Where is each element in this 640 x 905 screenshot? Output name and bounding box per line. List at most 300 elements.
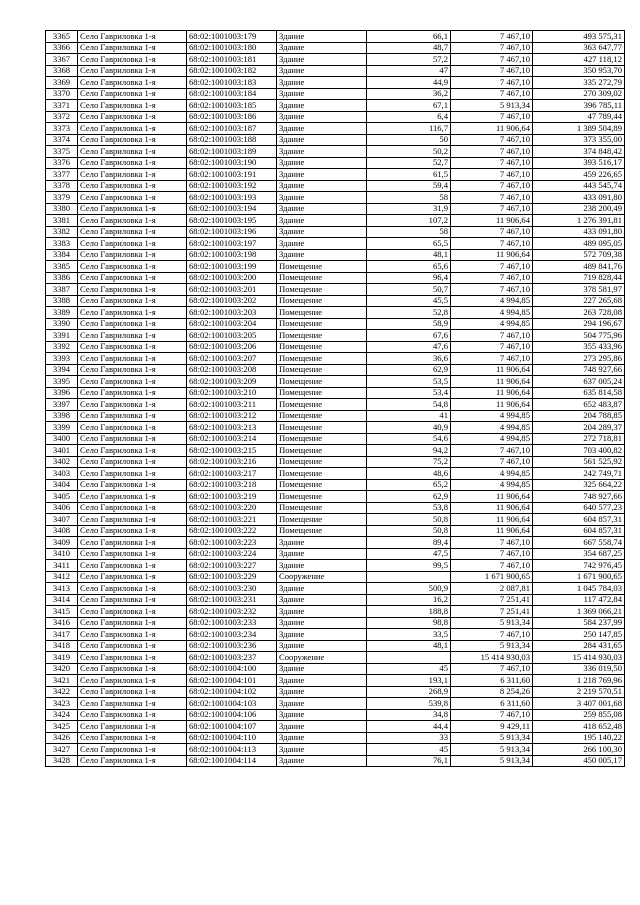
object-type-cell: Здание [277,169,367,181]
table-row [46,560,625,572]
settlement-cell: Село Гавриловка 1-я [78,525,187,537]
object-type-cell: Здание [277,203,367,215]
area-cell: 539,8 [367,698,451,710]
table-row [46,732,625,744]
object-type-cell: Помещение [277,479,367,491]
settlement-cell: Село Гавриловка 1-я [78,502,187,514]
area-cell: 47 [367,65,451,77]
table-row [46,663,625,675]
table-row [46,491,625,503]
cadastral-number-cell: 68:02:1001003:204 [187,318,277,330]
cadastral-value-cell: 703 400,82 [533,445,625,457]
settlement-cell: Село Гавриловка 1-я [78,744,187,756]
settlement-cell: Село Гавриловка 1-я [78,479,187,491]
unit-value-cell: 11 906,64 [451,399,533,411]
settlement-cell: Село Гавриловка 1-я [78,42,187,54]
settlement-cell: Село Гавриловка 1-я [78,203,187,215]
object-type-cell: Здание [277,54,367,66]
row-number-cell: 3376 [46,157,78,169]
area-cell: 116,7 [367,123,451,135]
area-cell: 65,5 [367,238,451,250]
settlement-cell: Село Гавриловка 1-я [78,583,187,595]
cadastral-value-cell: 604 857,31 [533,514,625,526]
cadastral-value-cell: 336 019,50 [533,663,625,675]
settlement-cell: Село Гавриловка 1-я [78,54,187,66]
table-row [46,54,625,66]
area-cell: 53,8 [367,502,451,514]
cadastral-number-cell: 68:02:1001003:207 [187,353,277,365]
unit-value-cell: 4 994,85 [451,468,533,480]
unit-value-cell: 7 251,41 [451,594,533,606]
cadastral-value-cell: 433 091,80 [533,192,625,204]
settlement-cell: Село Гавриловка 1-я [78,192,187,204]
unit-value-cell: 7 467,10 [451,456,533,468]
cadastral-number-cell: 68:02:1001003:189 [187,146,277,158]
unit-value-cell: 7 467,10 [451,629,533,641]
unit-value-cell: 7 467,10 [451,226,533,238]
table-row [46,594,625,606]
area-cell: 36,6 [367,353,451,365]
area-cell: 50,8 [367,514,451,526]
row-number-cell: 3416 [46,617,78,629]
area-cell: 89,4 [367,537,451,549]
unit-value-cell: 5 913,34 [451,744,533,756]
unit-value-cell: 7 467,10 [451,560,533,572]
area-cell: 50,8 [367,525,451,537]
row-number-cell: 3422 [46,686,78,698]
unit-value-cell: 4 994,85 [451,410,533,422]
object-type-cell: Здание [277,100,367,112]
cadastral-value-cell: 459 226,65 [533,169,625,181]
table-row [46,261,625,273]
object-type-cell: Здание [277,732,367,744]
object-type-cell: Помещение [277,456,367,468]
row-number-cell: 3407 [46,514,78,526]
cadastral-number-cell: 68:02:1001003:234 [187,629,277,641]
cadastral-value-cell: 393 516,17 [533,157,625,169]
unit-value-cell: 7 467,10 [451,192,533,204]
area-cell: 48,7 [367,42,451,54]
cadastral-value-cell: 748 927,66 [533,491,625,503]
cadastral-value-cell: 427 118,12 [533,54,625,66]
cadastral-number-cell: 68:02:1001003:202 [187,295,277,307]
cadastral-value-cell: 242 749,71 [533,468,625,480]
row-number-cell: 3383 [46,238,78,250]
settlement-cell: Село Гавриловка 1-я [78,123,187,135]
settlement-cell: Село Гавриловка 1-я [78,261,187,273]
table-row [46,652,625,664]
object-type-cell: Здание [277,675,367,687]
unit-value-cell: 7 467,10 [451,272,533,284]
row-number-cell: 3375 [46,146,78,158]
cadastral-value-cell: 652 483,87 [533,399,625,411]
cadastral-number-cell: 68:02:1001003:179 [187,31,277,43]
row-number-cell: 3426 [46,732,78,744]
cadastral-number-cell: 68:02:1001003:208 [187,364,277,376]
row-number-cell: 3397 [46,399,78,411]
unit-value-cell: 9 429,11 [451,721,533,733]
object-type-cell: Здание [277,238,367,250]
settlement-cell: Село Гавриловка 1-я [78,307,187,319]
settlement-cell: Село Гавриловка 1-я [78,456,187,468]
unit-value-cell: 2 087,81 [451,583,533,595]
unit-value-cell: 7 467,10 [451,54,533,66]
row-number-cell: 3417 [46,629,78,641]
cadastral-number-cell: 68:02:1001003:215 [187,445,277,457]
object-type-cell: Помещение [277,307,367,319]
cadastral-number-cell: 68:02:1001003:203 [187,307,277,319]
cadastral-number-cell: 68:02:1001004:110 [187,732,277,744]
cadastral-number-cell: 68:02:1001003:192 [187,180,277,192]
cadastral-value-cell: 272 718,81 [533,433,625,445]
table-row [46,479,625,491]
table-row [46,502,625,514]
cadastral-value-cell: 284 431,65 [533,640,625,652]
area-cell: 45,5 [367,295,451,307]
cadastral-number-cell: 68:02:1001003:181 [187,54,277,66]
cadastral-number-cell: 68:02:1001003:230 [187,583,277,595]
row-number-cell: 3402 [46,456,78,468]
cadastral-value-cell: 238 200,49 [533,203,625,215]
cadastral-value-cell: 1 389 504,89 [533,123,625,135]
table-row [46,330,625,342]
cadastral-value-cell: 355 433,96 [533,341,625,353]
table-body [46,31,625,767]
cadastral-value-cell: 15 414 930,03 [533,652,625,664]
object-type-cell: Здание [277,560,367,572]
area-cell: 67,1 [367,100,451,112]
unit-value-cell: 7 467,10 [451,330,533,342]
row-number-cell: 3388 [46,295,78,307]
table-row [46,721,625,733]
row-number-cell: 3421 [46,675,78,687]
cadastral-value-cell: 378 581,97 [533,284,625,296]
settlement-cell: Село Гавриловка 1-я [78,318,187,330]
cadastral-value-cell: 3 407 001,68 [533,698,625,710]
unit-value-cell: 11 906,64 [451,376,533,388]
object-type-cell: Здание [277,192,367,204]
area-cell: 53,5 [367,376,451,388]
settlement-cell: Село Гавриловка 1-я [78,376,187,388]
unit-value-cell: 7 467,10 [451,709,533,721]
cadastral-number-cell: 68:02:1001003:213 [187,422,277,434]
unit-value-cell: 11 906,64 [451,514,533,526]
table-row [46,755,625,767]
table-row [46,399,625,411]
settlement-cell: Село Гавриловка 1-я [78,100,187,112]
settlement-cell: Село Гавриловка 1-я [78,732,187,744]
object-type-cell: Здание [277,226,367,238]
settlement-cell: Село Гавриловка 1-я [78,652,187,664]
area-cell: 52,8 [367,307,451,319]
area-cell: 188,8 [367,606,451,618]
table-row [46,456,625,468]
area-cell: 41 [367,410,451,422]
row-number-cell: 3411 [46,560,78,572]
table-row [46,307,625,319]
settlement-cell: Село Гавриловка 1-я [78,560,187,572]
cadastral-value-cell: 117 472,84 [533,594,625,606]
area-cell: 57,2 [367,54,451,66]
row-number-cell: 3378 [46,180,78,192]
area-cell: 48,1 [367,249,451,261]
object-type-cell: Здание [277,134,367,146]
row-number-cell: 3385 [46,261,78,273]
table-row [46,387,625,399]
row-number-cell: 3418 [46,640,78,652]
unit-value-cell: 15 414 930,03 [451,652,533,664]
cadastral-number-cell: 68:02:1001003:220 [187,502,277,514]
unit-value-cell: 7 467,10 [451,548,533,560]
row-number-cell: 3374 [46,134,78,146]
cadastral-number-cell: 68:02:1001003:229 [187,571,277,583]
object-type-cell: Здание [277,640,367,652]
cadastral-value-cell: 354 687,25 [533,548,625,560]
area-cell: 61,5 [367,169,451,181]
unit-value-cell: 5 913,34 [451,755,533,767]
unit-value-cell: 11 906,64 [451,502,533,514]
cadastral-value-cell: 2 219 570,51 [533,686,625,698]
settlement-cell: Село Гавриловка 1-я [78,215,187,227]
table-row [46,203,625,215]
settlement-cell: Село Гавриловка 1-я [78,353,187,365]
area-cell: 52,7 [367,157,451,169]
cadastral-value-cell: 250 147,85 [533,629,625,641]
unit-value-cell: 7 467,10 [451,134,533,146]
table-row [46,537,625,549]
row-number-cell: 3394 [46,364,78,376]
area-cell: 193,1 [367,675,451,687]
settlement-cell: Село Гавриловка 1-я [78,364,187,376]
row-number-cell: 3428 [46,755,78,767]
cadastral-number-cell: 68:02:1001003:211 [187,399,277,411]
cadastral-value-cell: 373 355,00 [533,134,625,146]
row-number-cell: 3365 [46,31,78,43]
table-row [46,548,625,560]
row-number-cell: 3408 [46,525,78,537]
row-number-cell: 3382 [46,226,78,238]
row-number-cell: 3371 [46,100,78,112]
area-cell: 99,5 [367,560,451,572]
cadastral-value-cell: 742 976,45 [533,560,625,572]
cadastral-number-cell: 68:02:1001003:200 [187,272,277,284]
row-number-cell: 3368 [46,65,78,77]
row-number-cell: 3372 [46,111,78,123]
table-row [46,514,625,526]
unit-value-cell: 11 906,64 [451,525,533,537]
object-type-cell: Здание [277,111,367,123]
area-cell: 31,9 [367,203,451,215]
cadastral-number-cell: 68:02:1001003:221 [187,514,277,526]
cadastral-value-cell: 504 775,96 [533,330,625,342]
cadastral-number-cell: 68:02:1001003:222 [187,525,277,537]
row-number-cell: 3369 [46,77,78,89]
cadastral-number-cell: 68:02:1001003:197 [187,238,277,250]
row-number-cell: 3370 [46,88,78,100]
row-number-cell: 3389 [46,307,78,319]
cadastral-number-cell: 68:02:1001003:233 [187,617,277,629]
cadastral-value-cell: 396 785,11 [533,100,625,112]
unit-value-cell: 7 467,10 [451,77,533,89]
settlement-cell: Село Гавриловка 1-я [78,468,187,480]
cadastral-value-cell: 363 647,77 [533,42,625,54]
row-number-cell: 3406 [46,502,78,514]
settlement-cell: Село Гавриловка 1-я [78,422,187,434]
table-row [46,341,625,353]
area-cell: 45 [367,663,451,675]
cadastral-value-cell: 450 005,17 [533,755,625,767]
object-type-cell: Здание [277,249,367,261]
area-cell: 58,9 [367,318,451,330]
settlement-cell: Село Гавриловка 1-я [78,330,187,342]
row-number-cell: 3387 [46,284,78,296]
row-number-cell: 3391 [46,330,78,342]
object-type-cell: Помещение [277,364,367,376]
table-row [46,617,625,629]
object-type-cell: Помещение [277,468,367,480]
area-cell: 59,4 [367,180,451,192]
cadastral-number-cell: 68:02:1001003:209 [187,376,277,388]
cadastral-number-cell: 68:02:1001003:216 [187,456,277,468]
area-cell: 6,4 [367,111,451,123]
settlement-cell: Село Гавриловка 1-я [78,594,187,606]
object-type-cell: Здание [277,744,367,756]
settlement-cell: Село Гавриловка 1-я [78,571,187,583]
row-number-cell: 3412 [46,571,78,583]
cadastral-number-cell: 68:02:1001003:184 [187,88,277,100]
object-type-cell: Здание [277,698,367,710]
unit-value-cell: 7 467,10 [451,537,533,549]
cadastral-number-cell: 68:02:1001003:212 [187,410,277,422]
cadastral-number-cell: 68:02:1001003:198 [187,249,277,261]
unit-value-cell: 7 467,10 [451,42,533,54]
table-row [46,571,625,583]
cadastral-value-cell: 270 309,02 [533,88,625,100]
area-cell: 54,8 [367,399,451,411]
settlement-cell: Село Гавриловка 1-я [78,445,187,457]
cadastral-number-cell: 68:02:1001003:218 [187,479,277,491]
table-row [46,284,625,296]
row-number-cell: 3399 [46,422,78,434]
row-number-cell: 3384 [46,249,78,261]
cadastral-number-cell: 68:02:1001004:106 [187,709,277,721]
area-cell: 47,6 [367,341,451,353]
row-number-cell: 3427 [46,744,78,756]
row-number-cell: 3415 [46,606,78,618]
table-row [46,180,625,192]
cadastral-value-cell: 1 276 391,81 [533,215,625,227]
unit-value-cell: 8 254,26 [451,686,533,698]
cadastral-number-cell: 68:02:1001003:206 [187,341,277,353]
cadastral-value-cell: 637 005,24 [533,376,625,388]
unit-value-cell: 4 994,85 [451,479,533,491]
cadastral-value-cell: 493 575,31 [533,31,625,43]
object-type-cell: Помещение [277,318,367,330]
object-type-cell: Помещение [277,514,367,526]
table-row [46,134,625,146]
row-number-cell: 3395 [46,376,78,388]
settlement-cell: Село Гавриловка 1-я [78,629,187,641]
settlement-cell: Село Гавриловка 1-я [78,514,187,526]
row-number-cell: 3419 [46,652,78,664]
cadastral-number-cell: 68:02:1001004:113 [187,744,277,756]
table-row [46,744,625,756]
area-cell: 58 [367,192,451,204]
area-cell: 33,5 [367,629,451,641]
row-number-cell: 3400 [46,433,78,445]
unit-value-cell: 5 913,34 [451,732,533,744]
unit-value-cell: 7 467,10 [451,445,533,457]
object-type-cell: Здание [277,629,367,641]
cadastral-value-cell: 335 272,79 [533,77,625,89]
object-type-cell: Здание [277,146,367,158]
unit-value-cell: 7 467,10 [451,111,533,123]
row-number-cell: 3373 [46,123,78,135]
object-type-cell: Помещение [277,330,367,342]
object-type-cell: Здание [277,180,367,192]
table-row [46,606,625,618]
object-type-cell: Помещение [277,433,367,445]
cadastral-number-cell: 68:02:1001003:217 [187,468,277,480]
settlement-cell: Село Гавриловка 1-я [78,284,187,296]
table-row [46,238,625,250]
area-cell: 98,8 [367,617,451,629]
object-type-cell: Помещение [277,399,367,411]
settlement-cell: Село Гавриловка 1-я [78,111,187,123]
table-row [46,249,625,261]
cadastral-value-cell: 489 095,05 [533,238,625,250]
object-type-cell: Здание [277,663,367,675]
data-table [45,30,625,767]
unit-value-cell: 7 467,10 [451,88,533,100]
object-type-cell: Здание [277,123,367,135]
settlement-cell: Село Гавриловка 1-я [78,698,187,710]
unit-value-cell: 5 913,34 [451,617,533,629]
unit-value-cell: 11 906,64 [451,123,533,135]
row-number-cell: 3381 [46,215,78,227]
object-type-cell: Помещение [277,525,367,537]
row-number-cell: 3414 [46,594,78,606]
row-number-cell: 3424 [46,709,78,721]
table-row [46,675,625,687]
cadastral-number-cell: 68:02:1001003:187 [187,123,277,135]
unit-value-cell: 5 913,34 [451,640,533,652]
cadastral-number-cell: 68:02:1001003:237 [187,652,277,664]
row-number-cell: 3366 [46,42,78,54]
cadastral-number-cell: 68:02:1001003:205 [187,330,277,342]
cadastral-number-cell: 68:02:1001003:214 [187,433,277,445]
area-cell: 36,2 [367,88,451,100]
settlement-cell: Село Гавриловка 1-я [78,134,187,146]
unit-value-cell: 4 994,85 [451,307,533,319]
row-number-cell: 3401 [46,445,78,457]
unit-value-cell: 7 467,10 [451,31,533,43]
area-cell: 58 [367,226,451,238]
unit-value-cell: 1 671 900,65 [451,571,533,583]
cadastral-number-cell: 68:02:1001003:186 [187,111,277,123]
settlement-cell: Село Гавриловка 1-я [78,238,187,250]
cadastral-value-cell: 667 558,74 [533,537,625,549]
table-row [46,583,625,595]
settlement-cell: Село Гавриловка 1-я [78,146,187,158]
table-row [46,192,625,204]
object-type-cell: Помещение [277,295,367,307]
unit-value-cell: 11 906,64 [451,249,533,261]
unit-value-cell: 4 994,85 [451,433,533,445]
row-number-cell: 3413 [46,583,78,595]
area-cell: 76,1 [367,755,451,767]
table-row [46,445,625,457]
